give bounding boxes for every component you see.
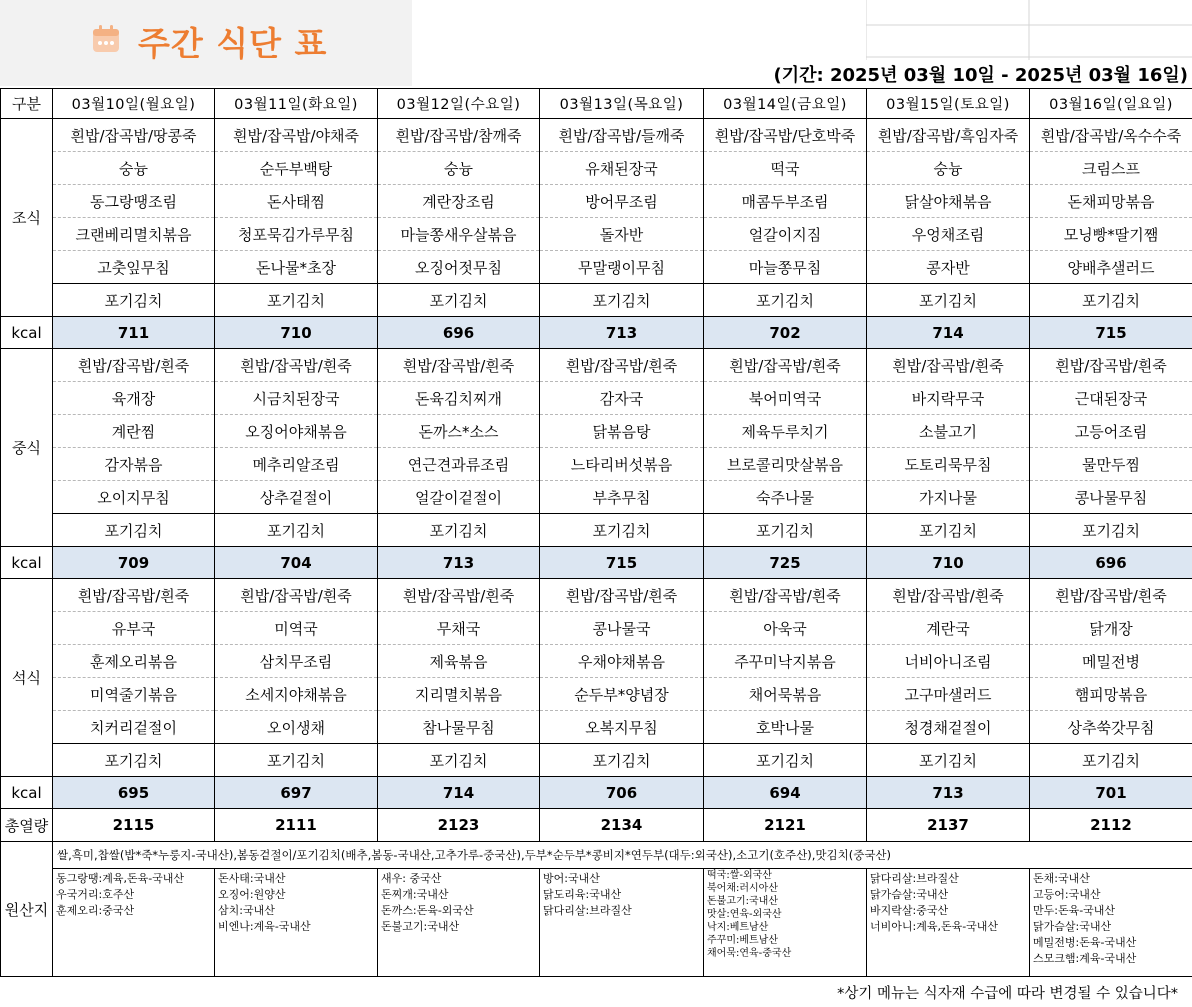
calendar-icon	[90, 23, 122, 55]
total-value: 2121	[704, 809, 867, 842]
day-header: 03월16일(일요일)	[1030, 89, 1192, 119]
menu-item: 훈제오리볶음	[53, 645, 215, 678]
meal-label-lunch: 중식	[1, 349, 53, 547]
origin-line: 돈불고기:국내산	[381, 920, 460, 933]
kcal-value: 715	[1030, 317, 1192, 349]
origin-line: 돈불고기:국내산	[707, 896, 778, 907]
menu-item: 닭살야채볶음	[867, 185, 1030, 218]
menu-item: 돈채피망볶음	[1030, 185, 1192, 218]
origin-line: 떡국:쌀-외국산	[707, 870, 772, 881]
sheet-gridlines	[866, 0, 1192, 60]
menu-item: 숭늉	[867, 152, 1030, 185]
header	[0, 0, 1192, 88]
menu-item: 북어미역국	[704, 382, 867, 415]
menu-item: 모닝빵*딸기쨈	[1030, 218, 1192, 251]
menu-item: 콩나물무침	[1030, 481, 1192, 514]
menu-item: 오복지무침	[540, 711, 704, 744]
table-row	[1, 711, 1192, 744]
menu-item: 햄피망볶음	[1030, 678, 1192, 711]
menu-item: 도토리묵무침	[867, 448, 1030, 481]
menu-item: 유부국	[53, 612, 215, 645]
menu-item: 흰밥/잡곡밥/흰죽	[53, 349, 215, 382]
table-row	[1, 579, 1192, 612]
menu-item: 흰밥/잡곡밥/흰죽	[704, 579, 867, 612]
menu-item: 미역국	[215, 612, 378, 645]
menu-item: 고구마샐러드	[867, 678, 1030, 711]
menu-item: 콩자반	[867, 251, 1030, 284]
menu-item: 흰밥/잡곡밥/옥수수죽	[1030, 119, 1192, 152]
menu-item: 마늘쫑무침	[704, 251, 867, 284]
meal-label-dinner: 석식	[1, 579, 53, 777]
menu-item: 포기김치	[540, 514, 704, 547]
kcal-label: kcal	[1, 777, 53, 809]
kcal-value: 713	[378, 547, 540, 579]
origin-line: 삼치:국내산	[218, 904, 275, 917]
menu-item: 물만두찜	[1030, 448, 1192, 481]
menu-item: 느타리버섯볶음	[540, 448, 704, 481]
menu-item: 무채국	[378, 612, 540, 645]
table-row	[1, 251, 1192, 284]
day-header-row	[1, 89, 1192, 119]
kcal-value: 713	[540, 317, 704, 349]
menu-item: 포기김치	[215, 284, 378, 317]
kcal-value: 714	[378, 777, 540, 809]
origin-line: 돈찌개:국내산	[381, 888, 449, 901]
menu-item: 포기김치	[1030, 744, 1192, 777]
origin-cell	[53, 869, 215, 977]
total-value: 2123	[378, 809, 540, 842]
origin-line: 바지락살:중국산	[870, 904, 949, 917]
footnote: *상기 메뉴는 식자재 수급에 따라 변경될 수 있습니다*	[837, 986, 1178, 1002]
menu-item: 무말랭이무침	[540, 251, 704, 284]
menu-item: 돈나물*초장	[215, 251, 378, 284]
origin-common: 쌀,흑미,찹쌀(밥*죽*누룽지-국내산),봄동겉절이/포기김치(배추,봄동-국내산,고추가루-중국산),두부*순두부*콩비지*연두부(대두:외국산),소고기(호주산),맛김치(중국산)	[53, 842, 1192, 869]
menu-item: 포기김치	[215, 744, 378, 777]
menu-item: 메추리알조림	[215, 448, 378, 481]
menu-item: 지리멸치볶음	[378, 678, 540, 711]
origin-cell	[378, 869, 540, 977]
menu-item: 상추겉절이	[215, 481, 378, 514]
menu-item: 포기김치	[867, 284, 1030, 317]
table-row	[1, 645, 1192, 678]
total-value: 2115	[53, 809, 215, 842]
kcal-value: 696	[1030, 547, 1192, 579]
kcal-value: 709	[53, 547, 215, 579]
menu-item: 흰밥/잡곡밥/땅콩죽	[53, 119, 215, 152]
origin-common-row	[1, 842, 1192, 869]
menu-item: 오징어야채볶음	[215, 415, 378, 448]
menu-item: 부추무침	[540, 481, 704, 514]
origin-line: 고등어:국내산	[1033, 888, 1101, 901]
day-header: 03월13일(목요일)	[540, 89, 704, 119]
menu-item: 시금치된장국	[215, 382, 378, 415]
menu-item: 매콤두부조림	[704, 185, 867, 218]
table-row	[1, 349, 1192, 382]
menu-item: 흰밥/잡곡밥/단호박죽	[704, 119, 867, 152]
origin-line: 돈채:국내산	[1033, 872, 1090, 885]
menu-item: 포기김치	[704, 514, 867, 547]
menu-item: 오이지무침	[53, 481, 215, 514]
menu-item: 숭늉	[53, 152, 215, 185]
origin-line: 너비아니:계육,돈육-국내산	[870, 920, 999, 933]
menu-item: 흰밥/잡곡밥/흰죽	[540, 579, 704, 612]
menu-item: 얼갈이지짐	[704, 218, 867, 251]
menu-item: 삼치무조림	[215, 645, 378, 678]
menu-item: 포기김치	[1030, 514, 1192, 547]
total-label: 총열량	[1, 809, 53, 842]
menu-item: 제육두루치기	[704, 415, 867, 448]
menu-item: 주꾸미낙지볶음	[704, 645, 867, 678]
kcal-value: 694	[704, 777, 867, 809]
menu-item: 포기김치	[378, 514, 540, 547]
menu-item: 얼갈이겉절이	[378, 481, 540, 514]
origin-line: 우국거리:호주산	[56, 888, 135, 901]
menu-item: 흰밥/잡곡밥/흰죽	[215, 349, 378, 382]
menu-item: 포기김치	[53, 744, 215, 777]
origin-line: 맛살:연육-외국산	[707, 909, 782, 920]
menu-item: 흰밥/잡곡밥/야채죽	[215, 119, 378, 152]
menu-item: 방어무조림	[540, 185, 704, 218]
day-header: 03월11일(화요일)	[215, 89, 378, 119]
origin-line: 만두:돈육-국내산	[1033, 904, 1116, 917]
origin-cell	[215, 869, 378, 977]
menu-item: 우채야채볶음	[540, 645, 704, 678]
menu-item: 계란장조림	[378, 185, 540, 218]
menu-item: 마늘쫑새우살볶음	[378, 218, 540, 251]
kcal-value: 725	[704, 547, 867, 579]
menu-item: 포기김치	[867, 744, 1030, 777]
title-banner	[0, 0, 412, 86]
kcal-value: 714	[867, 317, 1030, 349]
kcal-value: 701	[1030, 777, 1192, 809]
menu-item: 흰밥/잡곡밥/참깨죽	[378, 119, 540, 152]
origin-label: 원산지	[1, 842, 53, 977]
origin-line: 돈사태:국내산	[218, 872, 286, 885]
origin-line: 낙지:베트남산	[707, 922, 769, 933]
menu-item: 포기김치	[53, 514, 215, 547]
menu-item: 돈사태찜	[215, 185, 378, 218]
origin-line: 북어채:러시아산	[707, 883, 778, 894]
day-header: 03월14일(금요일)	[704, 89, 867, 119]
origin-line: 닭가슴살:국내산	[870, 888, 949, 901]
menu-item: 흰밥/잡곡밥/흑임자죽	[867, 119, 1030, 152]
menu-item: 돈육김치찌개	[378, 382, 540, 415]
menu-item: 숙주나물	[704, 481, 867, 514]
origin-line: 채어묵:연육-중국산	[707, 948, 792, 959]
menu-item: 포기김치	[53, 284, 215, 317]
menu-item: 크림스프	[1030, 152, 1192, 185]
menu-item: 메밀전병	[1030, 645, 1192, 678]
menu-item: 동그랑땡조림	[53, 185, 215, 218]
origin-line: 닭도리육:국내산	[543, 888, 622, 901]
origin-line: 메밀전병:돈육-국내산	[1033, 936, 1137, 949]
origin-line: 닭다리살:브라질산	[543, 904, 632, 917]
table-row	[1, 678, 1192, 711]
meal-label-breakfast: 조식	[1, 119, 53, 317]
table-row	[1, 744, 1192, 777]
table-row	[1, 218, 1192, 251]
menu-item: 근대된장국	[1030, 382, 1192, 415]
menu-item: 흰밥/잡곡밥/흰죽	[1030, 349, 1192, 382]
menu-table	[0, 88, 1192, 977]
menu-item: 흰밥/잡곡밥/흰죽	[867, 579, 1030, 612]
menu-item: 청경채겉절이	[867, 711, 1030, 744]
origin-line: 닭가슴살:국내산	[1033, 920, 1112, 933]
total-value: 2112	[1030, 809, 1192, 842]
menu-item: 닭개장	[1030, 612, 1192, 645]
menu-item: 포기김치	[704, 284, 867, 317]
menu-item: 참나물무침	[378, 711, 540, 744]
menu-item: 포기김치	[540, 284, 704, 317]
menu-item: 흰밥/잡곡밥/흰죽	[378, 349, 540, 382]
menu-item: 포기김치	[867, 514, 1030, 547]
menu-item: 흰밥/잡곡밥/흰죽	[378, 579, 540, 612]
table-row	[1, 284, 1192, 317]
menu-item: 호박나물	[704, 711, 867, 744]
menu-item: 청포묵김가루무침	[215, 218, 378, 251]
menu-item: 흰밥/잡곡밥/들깨죽	[540, 119, 704, 152]
origin-line: 주꾸미:베트남산	[707, 935, 778, 946]
origin-cell	[540, 869, 704, 977]
menu-item: 계란국	[867, 612, 1030, 645]
menu-item: 순두부백탕	[215, 152, 378, 185]
menu-item: 포기김치	[540, 744, 704, 777]
menu-item: 흰밥/잡곡밥/흰죽	[53, 579, 215, 612]
origin-line: 방어:국내산	[543, 872, 600, 885]
origin-line: 훈제오리:중국산	[56, 904, 135, 917]
menu-item: 떡국	[704, 152, 867, 185]
menu-item: 미역줄기볶음	[53, 678, 215, 711]
origin-cell	[704, 869, 867, 977]
menu-item: 포기김치	[704, 744, 867, 777]
menu-item: 소세지야채볶음	[215, 678, 378, 711]
kcal-value: 713	[867, 777, 1030, 809]
kcal-value: 697	[215, 777, 378, 809]
table-row	[1, 481, 1192, 514]
origin-line: 오징어:원양산	[218, 888, 286, 901]
menu-item: 포기김치	[378, 284, 540, 317]
kcal-value: 702	[704, 317, 867, 349]
menu-item: 상추쑥갓무침	[1030, 711, 1192, 744]
menu-item: 콩나물국	[540, 612, 704, 645]
menu-item: 아욱국	[704, 612, 867, 645]
menu-item: 돌자반	[540, 218, 704, 251]
menu-item: 소불고기	[867, 415, 1030, 448]
menu-item: 포기김치	[215, 514, 378, 547]
day-header: 03월15일(토요일)	[867, 89, 1030, 119]
kcal-row	[1, 777, 1192, 809]
menu-item: 감자볶음	[53, 448, 215, 481]
menu-item: 흰밥/잡곡밥/흰죽	[704, 349, 867, 382]
table-row	[1, 382, 1192, 415]
kcal-label: kcal	[1, 317, 53, 349]
total-value: 2134	[540, 809, 704, 842]
menu-item: 고등어조림	[1030, 415, 1192, 448]
kcal-value: 706	[540, 777, 704, 809]
table-row	[1, 152, 1192, 185]
corner-label: 구분	[1, 89, 53, 119]
menu-item: 숭늉	[378, 152, 540, 185]
table-row	[1, 612, 1192, 645]
table-row	[1, 185, 1192, 218]
menu-item: 포기김치	[378, 744, 540, 777]
table-row	[1, 415, 1192, 448]
menu-item: 닭볶음탕	[540, 415, 704, 448]
menu-item: 바지락무국	[867, 382, 1030, 415]
menu-item: 유채된장국	[540, 152, 704, 185]
origin-line: 동그랑땡:계육,돈육-국내산	[56, 872, 185, 885]
menu-item: 흰밥/잡곡밥/흰죽	[1030, 579, 1192, 612]
page-title: 주간 식단 표	[138, 24, 328, 63]
date-range: (기간: 2025년 03월 10일 - 2025년 03월 16일)	[773, 65, 1188, 86]
origin-cell	[1030, 869, 1192, 977]
menu-item: 브로콜리맛살볶음	[704, 448, 867, 481]
kcal-value: 715	[540, 547, 704, 579]
menu-item: 포기김치	[1030, 284, 1192, 317]
day-header: 03월10일(월요일)	[53, 89, 215, 119]
origin-line: 닭다리살:브라질산	[870, 872, 959, 885]
total-value: 2137	[867, 809, 1030, 842]
origin-line: 돈까스:돈육-외국산	[381, 904, 474, 917]
kcal-value: 710	[215, 317, 378, 349]
kcal-value: 696	[378, 317, 540, 349]
origin-detail-row	[1, 869, 1192, 977]
menu-item: 채어묵볶음	[704, 678, 867, 711]
menu-item: 오이생채	[215, 711, 378, 744]
menu-item: 육개장	[53, 382, 215, 415]
menu-item: 계란찜	[53, 415, 215, 448]
table-row	[1, 119, 1192, 152]
menu-item: 치커리겉절이	[53, 711, 215, 744]
kcal-label: kcal	[1, 547, 53, 579]
day-header: 03월12일(수요일)	[378, 89, 540, 119]
menu-item: 제육볶음	[378, 645, 540, 678]
kcal-value: 695	[53, 777, 215, 809]
menu-item: 흰밥/잡곡밥/흰죽	[215, 579, 378, 612]
menu-item: 우엉채조림	[867, 218, 1030, 251]
kcal-row	[1, 547, 1192, 579]
menu-item: 순두부*양념장	[540, 678, 704, 711]
total-row	[1, 809, 1192, 842]
menu-item: 크랜베리멸치볶음	[53, 218, 215, 251]
table-row	[1, 448, 1192, 481]
menu-item: 양배추샐러드	[1030, 251, 1192, 284]
kcal-value: 710	[867, 547, 1030, 579]
total-value: 2111	[215, 809, 378, 842]
table-row	[1, 514, 1192, 547]
menu-item: 감자국	[540, 382, 704, 415]
origin-line: 새우: 중국산	[381, 872, 442, 885]
menu-item: 너비아니조림	[867, 645, 1030, 678]
menu-item: 돈까스*소스	[378, 415, 540, 448]
menu-item: 흰밥/잡곡밥/흰죽	[540, 349, 704, 382]
kcal-value: 711	[53, 317, 215, 349]
menu-item: 오징어젓무침	[378, 251, 540, 284]
origin-line: 스모크햄:계육-국내산	[1033, 952, 1137, 965]
menu-item: 가지나물	[867, 481, 1030, 514]
origin-cell	[867, 869, 1030, 977]
kcal-value: 704	[215, 547, 378, 579]
origin-line: 비엔나:계육-국내산	[218, 920, 311, 933]
menu-item: 고춧잎무침	[53, 251, 215, 284]
menu-item: 연근견과류조림	[378, 448, 540, 481]
kcal-row	[1, 317, 1192, 349]
menu-item: 흰밥/잡곡밥/흰죽	[867, 349, 1030, 382]
